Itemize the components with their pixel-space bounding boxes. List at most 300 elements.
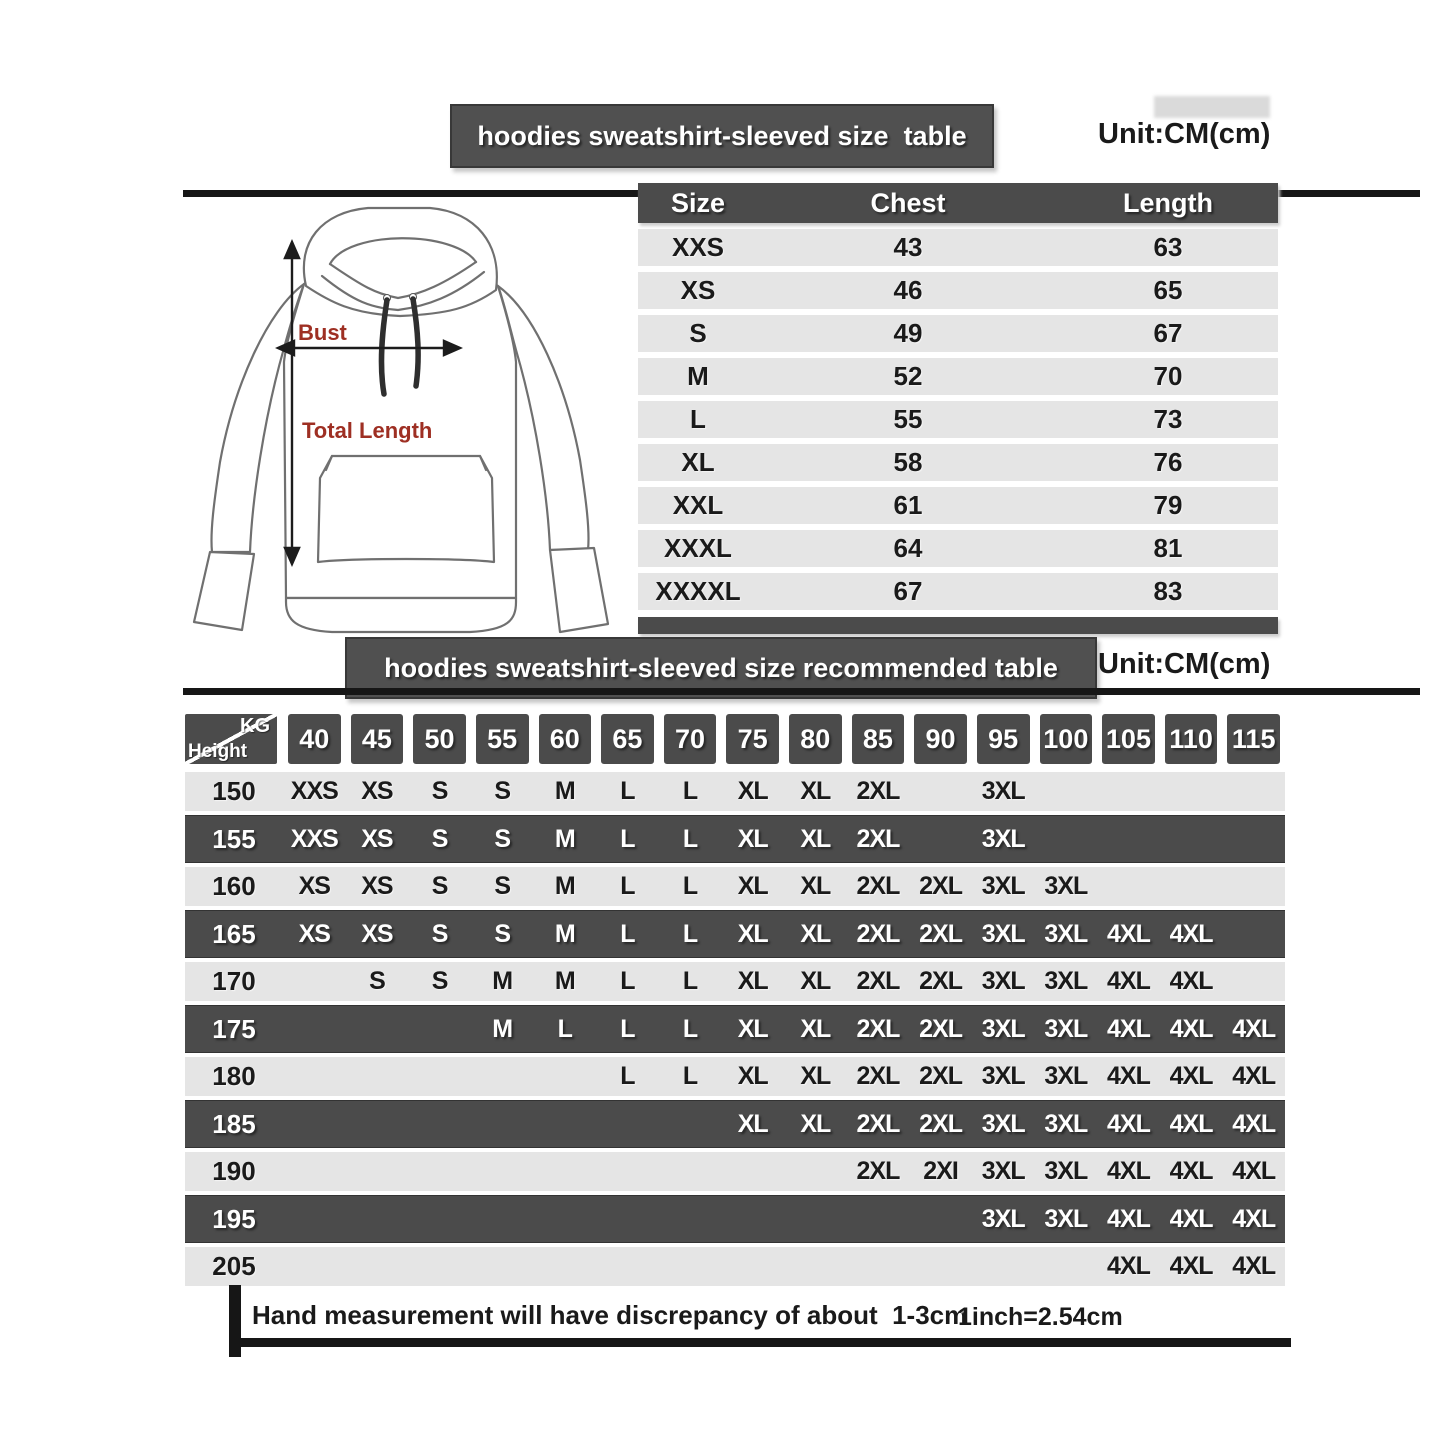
size-cell: 4XL [1232, 1252, 1276, 1280]
size-cell: L [620, 825, 635, 853]
size-value: XS [680, 275, 716, 305]
size-cell: M [554, 967, 575, 995]
weights-header-row [185, 714, 1285, 768]
size-cell: XS [361, 872, 393, 900]
size-table-row [638, 530, 1278, 567]
size-cell: S [431, 920, 448, 948]
size-cell: 3XL [981, 1157, 1025, 1185]
weight-header-cell: 70 [664, 714, 717, 764]
size-cell: XXS [290, 777, 338, 805]
size-cell [909, 816, 972, 862]
size-cell: 4XL [1107, 1205, 1150, 1233]
weight-header-slot [1097, 714, 1160, 764]
size-cell: XS [361, 777, 393, 805]
size-cell: 4XL [1169, 1015, 1213, 1043]
size-cell: 4XL [1169, 1110, 1213, 1138]
recommend-table-title: hoodies sweatshirt-sleeved size recommended table [384, 652, 1058, 683]
chest-value: 46 [893, 275, 923, 305]
size-cell [471, 1057, 534, 1096]
size-cell: XL [800, 967, 831, 995]
size-value: XXL [672, 490, 724, 520]
size-cell: 4XL [1107, 967, 1150, 995]
size-cell [534, 1247, 597, 1286]
size-cell: L [682, 777, 698, 805]
size-cell [408, 1196, 471, 1242]
size-cell [784, 1152, 847, 1191]
size-cell: M [492, 1015, 513, 1043]
weight-header-slot [784, 714, 847, 764]
length-value: 65 [1153, 275, 1183, 305]
hood [304, 208, 497, 316]
recommend-row-185 [185, 1100, 1285, 1148]
size-cell: XL [800, 777, 831, 805]
size-cell: 3XL [981, 872, 1025, 900]
size-cell [408, 1247, 471, 1286]
size-table-title: hoodies sweatshirt-sleeved size table [477, 120, 967, 151]
recommend-row-170 [185, 962, 1285, 1001]
corner-kg-label: KG [240, 715, 270, 737]
weight-header-slot [721, 714, 784, 764]
size-cell: XL [737, 1110, 768, 1138]
size-cell [534, 1101, 597, 1147]
size-cell [659, 1196, 722, 1242]
size-cell [847, 1247, 910, 1286]
height-cell: 175 [212, 1014, 256, 1044]
length-value: 83 [1153, 576, 1183, 606]
size-cell: 2XL [856, 920, 900, 948]
size-cell: L [620, 872, 635, 900]
size-cell [596, 1196, 659, 1242]
size-cell: S [494, 920, 511, 948]
footnote-underline [229, 1338, 1291, 1347]
weight-header-cell: 100 [1040, 714, 1093, 764]
size-table-row [638, 358, 1278, 395]
size-cell: 3XL [981, 777, 1025, 805]
size-cell: XL [800, 1062, 831, 1090]
size-cell: L [682, 1015, 698, 1043]
hoodie-diagram [170, 200, 630, 645]
size-table-footer-bar [638, 617, 1278, 634]
recommend-row-195 [185, 1195, 1285, 1243]
size-cell: 4XL [1107, 1062, 1150, 1090]
weight-header-slot [1035, 714, 1098, 764]
size-cell: S [431, 777, 448, 805]
size-table [638, 183, 1278, 634]
weight-header-slot [972, 714, 1035, 764]
size-cell [1222, 816, 1285, 862]
weight-header-cell: 55 [476, 714, 529, 764]
size-cell: XL [737, 872, 768, 900]
chest-value: 61 [893, 490, 923, 520]
left-cuff [194, 552, 254, 630]
size-cell [283, 1247, 346, 1286]
length-value: 67 [1153, 318, 1183, 348]
size-cell: 3XL [1044, 1062, 1088, 1090]
weight-header-cell: 80 [789, 714, 842, 764]
recommend-row-205 [185, 1247, 1285, 1286]
size-cell [346, 1152, 409, 1191]
size-cell [346, 1101, 409, 1147]
size-cell [534, 1057, 597, 1096]
weight-header-slot [534, 714, 597, 764]
size-cell: 4XL [1169, 1062, 1213, 1090]
size-cell [1222, 772, 1285, 811]
length-value: 70 [1153, 361, 1183, 391]
size-cell [721, 1247, 784, 1286]
size-cell: XL [800, 825, 831, 853]
size-cell: XL [737, 967, 768, 995]
size-table-row [638, 315, 1278, 352]
size-cell [346, 1006, 409, 1052]
length-value: 63 [1153, 232, 1183, 262]
size-cell: 3XL [981, 1110, 1025, 1138]
weight-header-slot [909, 714, 972, 764]
size-cell: XL [800, 872, 831, 900]
size-cell: 3XL [1044, 1205, 1088, 1233]
size-cell: 4XL [1232, 1015, 1276, 1043]
size-cell: XL [737, 1015, 768, 1043]
size-cell: L [620, 777, 635, 805]
weight-header-cell: 85 [852, 714, 905, 764]
size-cell: 2XL [856, 825, 900, 853]
size-cell: 4XL [1107, 1110, 1150, 1138]
size-cell: 2XL [919, 1015, 962, 1043]
size-cell: 4XL [1232, 1157, 1276, 1185]
size-cell: 2XL [856, 872, 900, 900]
weight-header-cell: 40 [288, 714, 341, 764]
weight-header-cell: 65 [601, 714, 654, 764]
size-cell: M [554, 920, 575, 948]
size-cell [346, 1057, 409, 1096]
size-table-row [638, 487, 1278, 524]
size-cell [596, 1247, 659, 1286]
height-cell: 180 [212, 1061, 256, 1091]
height-cell: 195 [212, 1204, 256, 1234]
size-cell: S [494, 872, 511, 900]
size-cell: 2XL [856, 777, 900, 805]
column-header-length: Length [1123, 188, 1213, 218]
length-value: 76 [1153, 447, 1183, 477]
height-cell: 150 [212, 776, 256, 806]
size-cell [408, 1101, 471, 1147]
size-cell: L [682, 967, 698, 995]
size-cell [596, 1101, 659, 1147]
size-cell: 2XL [856, 1062, 900, 1090]
weight-header-slot [659, 714, 722, 764]
size-value: XXXXL [655, 576, 741, 606]
size-cell: S [494, 777, 511, 805]
size-cell [283, 962, 346, 1001]
size-cell [1160, 772, 1223, 811]
chest-value: 43 [893, 232, 923, 262]
size-cell: 3XL [981, 1062, 1025, 1090]
size-cell: 4XL [1169, 920, 1213, 948]
size-cell: 3XL [981, 967, 1025, 995]
kg-height-corner-cell [185, 714, 277, 764]
size-cell [408, 1152, 471, 1191]
size-cell: L [682, 825, 698, 853]
weight-header-slot [596, 714, 659, 764]
height-cell: 170 [212, 966, 256, 996]
size-cell: L [620, 1015, 635, 1043]
weight-header-cell: 90 [914, 714, 967, 764]
weight-header-slot [1222, 714, 1285, 764]
size-cell: 4XL [1107, 1015, 1150, 1043]
size-cell [1035, 1247, 1098, 1286]
size-table-title-bar [450, 104, 994, 168]
size-cell: 2XL [856, 1110, 900, 1138]
weight-header-slot [283, 714, 346, 764]
size-cell [1097, 816, 1160, 862]
size-cell: XS [361, 920, 393, 948]
hem-band [286, 598, 516, 632]
size-cell: 3XL [1044, 1015, 1088, 1043]
size-value: L [690, 404, 706, 434]
size-cell [346, 1196, 409, 1242]
weight-header-cell: 50 [413, 714, 466, 764]
weight-header-slot [847, 714, 910, 764]
size-cell [784, 1247, 847, 1286]
size-cell [659, 1247, 722, 1286]
size-cell [909, 1196, 972, 1242]
recommend-row-180 [185, 1057, 1285, 1096]
size-cell [471, 1196, 534, 1242]
recommend-table [185, 714, 1285, 1290]
size-cell: XL [800, 920, 831, 948]
size-cell [283, 1196, 346, 1242]
footnote-text: Hand measurement will have discrepancy of about 1-3cm [252, 1300, 968, 1330]
size-cell [1222, 867, 1285, 906]
recommend-row-175 [185, 1005, 1285, 1053]
total-length-label: Total Length [302, 418, 433, 443]
recommend-row-150 [185, 772, 1285, 811]
size-cell: L [682, 872, 698, 900]
size-cell [283, 1101, 346, 1147]
size-cell [534, 1196, 597, 1242]
size-cell: XL [737, 1062, 768, 1090]
weight-header-slot [346, 714, 409, 764]
chest-value: 67 [893, 576, 923, 606]
size-cell [346, 1247, 409, 1286]
size-cell: XL [800, 1110, 831, 1138]
size-cell: S [431, 825, 448, 853]
size-cell: 3XL [1044, 1110, 1088, 1138]
size-cell [1160, 867, 1223, 906]
size-cell [721, 1196, 784, 1242]
size-cell: 3XL [981, 1205, 1025, 1233]
unit-label-bottom: Unit:CM(cm) [1098, 648, 1271, 680]
size-cell: S [369, 967, 385, 995]
height-cell: 185 [212, 1109, 256, 1139]
weight-header-cell: 45 [351, 714, 404, 764]
size-cell: XXS [290, 825, 338, 853]
size-cell: 2XL [919, 1110, 962, 1138]
size-cell [471, 1247, 534, 1286]
size-cell: 3XL [1044, 872, 1088, 900]
recommend-row-190 [185, 1152, 1285, 1191]
size-cell [1035, 816, 1098, 862]
size-cell: S [431, 872, 448, 900]
length-value: 81 [1153, 533, 1183, 563]
chest-value: 58 [893, 447, 923, 477]
size-value: XXXL [664, 533, 732, 563]
size-cell: 3XL [1044, 920, 1088, 948]
size-cell: XL [800, 1015, 831, 1043]
size-cell [471, 1101, 534, 1147]
size-cell [1222, 962, 1285, 1001]
size-cell: 2XL [856, 1157, 900, 1185]
size-cell [1097, 772, 1160, 811]
divider-bottom [183, 688, 1420, 695]
conversion-text: 1inch=2.54cm [958, 1303, 1123, 1331]
weight-header-slot [408, 714, 471, 764]
size-cell: 4XL [1169, 1205, 1213, 1233]
shadow-artifact [1154, 96, 1270, 118]
size-value: S [689, 318, 707, 348]
size-cell: 4XL [1107, 920, 1150, 948]
unit-label-top: Unit:CM(cm) [1098, 118, 1271, 150]
size-cell [283, 1057, 346, 1096]
size-cell: 4XL [1232, 1110, 1276, 1138]
weight-header-cell: 60 [539, 714, 592, 764]
size-cell: 2XL [856, 967, 900, 995]
size-cell: L [620, 1062, 635, 1090]
size-cell: 2XL [919, 872, 962, 900]
weights-row-slots [283, 714, 1285, 764]
size-cell: XL [737, 777, 768, 805]
size-cell: 3XL [1044, 967, 1088, 995]
recommend-row-155 [185, 815, 1285, 863]
size-value: M [687, 361, 709, 391]
size-cell [1097, 867, 1160, 906]
size-cell [972, 1247, 1035, 1286]
size-value: XXS [671, 232, 725, 262]
weight-header-slot [471, 714, 534, 764]
size-cell: 4XL [1232, 1062, 1276, 1090]
size-cell: S [494, 825, 511, 853]
size-cell: 4XL [1107, 1252, 1150, 1280]
size-cell: XS [361, 825, 393, 853]
column-header-size: Size [670, 188, 726, 218]
size-cell: M [492, 967, 513, 995]
weight-header-cell: 115 [1227, 714, 1280, 764]
weight-header-cell: 95 [977, 714, 1030, 764]
size-table-row [638, 444, 1278, 481]
size-cell: 2XI [923, 1157, 958, 1185]
height-cell: 165 [212, 919, 256, 949]
size-cell: M [554, 872, 575, 900]
size-cell: S [431, 967, 448, 995]
height-cell: 190 [212, 1156, 256, 1186]
size-cell [721, 1152, 784, 1191]
size-cell [784, 1196, 847, 1242]
size-cell: 4XL [1169, 1252, 1213, 1280]
size-value: XL [681, 447, 715, 477]
size-cell: XS [298, 920, 330, 948]
size-cell: L [682, 920, 698, 948]
size-cell [283, 1152, 346, 1191]
size-table-row [638, 573, 1278, 610]
right-cuff [550, 548, 608, 632]
size-table-header [638, 183, 1278, 223]
size-cell: XS [298, 872, 330, 900]
size-cell [847, 1196, 910, 1242]
size-cell: L [620, 920, 635, 948]
size-cell: 2XL [919, 1062, 962, 1090]
size-cell: L [682, 1062, 698, 1090]
size-table-row [638, 272, 1278, 309]
bust-label: Bust [298, 320, 347, 345]
size-cell [659, 1152, 722, 1191]
size-cell: 3XL [1044, 1157, 1088, 1185]
size-cell: 2XL [919, 967, 962, 995]
size-table-row [638, 229, 1278, 266]
size-table-rows [638, 229, 1278, 610]
kangaroo-pocket [318, 456, 494, 562]
size-cell [1160, 816, 1223, 862]
size-table-row [638, 401, 1278, 438]
size-cell: 2XL [856, 1015, 900, 1043]
size-cell: XL [737, 920, 768, 948]
recommend-row-160 [185, 867, 1285, 906]
arrowhead-up [285, 242, 299, 258]
chest-value: 52 [893, 361, 923, 391]
size-cell [408, 1006, 471, 1052]
size-cell [471, 1152, 534, 1191]
corner-height-label: Height [188, 741, 248, 762]
height-cell: 155 [212, 824, 256, 854]
size-cell: XL [737, 825, 768, 853]
size-cell [1222, 911, 1285, 957]
size-cell: 4XL [1169, 967, 1213, 995]
weight-header-slot [1160, 714, 1223, 764]
chest-value: 49 [893, 318, 923, 348]
chest-value: 55 [893, 404, 923, 434]
recommend-row-165 [185, 910, 1285, 958]
length-value: 73 [1153, 404, 1183, 434]
size-cell [283, 1006, 346, 1052]
size-cell [596, 1152, 659, 1191]
weight-header-cell: 110 [1165, 714, 1218, 764]
size-cell: 4XL [1169, 1157, 1213, 1185]
size-cell [909, 1247, 972, 1286]
height-cell: 205 [212, 1251, 256, 1281]
size-cell: M [554, 825, 575, 853]
weight-header-cell: 75 [726, 714, 779, 764]
size-cell: 3XL [981, 1015, 1025, 1043]
length-value: 79 [1153, 490, 1183, 520]
size-cell [909, 772, 972, 811]
size-cell: 4XL [1107, 1157, 1150, 1185]
size-cell: 2XL [919, 920, 962, 948]
corner-cell-wrap [185, 714, 283, 764]
size-cell [408, 1057, 471, 1096]
size-cell: 4XL [1232, 1205, 1276, 1233]
size-cell: 3XL [981, 920, 1025, 948]
size-cell: 3XL [981, 825, 1025, 853]
column-header-chest: Chest [870, 188, 946, 218]
size-cell: L [620, 967, 635, 995]
chest-value: 64 [893, 533, 923, 563]
size-cell: M [554, 777, 575, 805]
height-cell: 160 [212, 871, 256, 901]
size-cell: L [557, 1015, 572, 1043]
size-cell [1035, 772, 1098, 811]
size-cell [659, 1101, 722, 1147]
weight-header-cell: 105 [1102, 714, 1155, 764]
matrix-rows [185, 772, 1285, 1286]
size-cell [534, 1152, 597, 1191]
